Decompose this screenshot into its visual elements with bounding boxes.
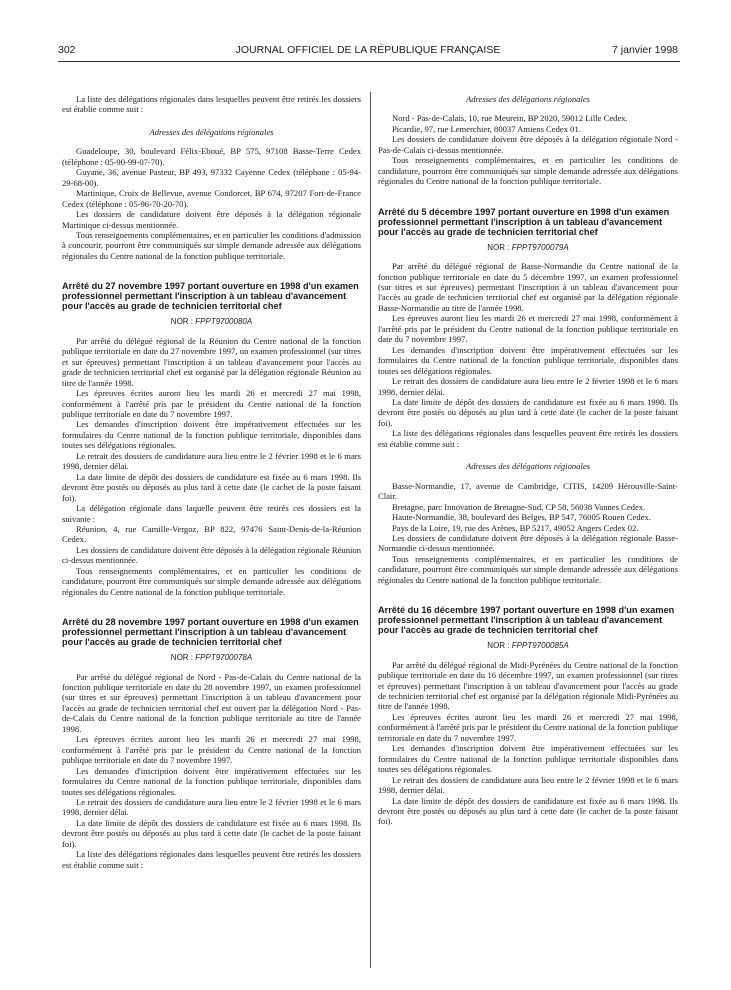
header-rule	[58, 61, 680, 62]
nor-reference	[62, 317, 361, 327]
paragraph: La liste des délégations régionales dans lesquelles peuvent être retirés les dossiers est établie comme suit :	[378, 428, 678, 449]
paragraph: Le retrait des dossiers de candidature aura lieu entre le 2 février 1998 et le 6 mars 1998, dernier délai.	[62, 797, 361, 818]
nor-reference	[378, 641, 678, 651]
paragraph: Par arrêté du délégué régional de Midi-Pyrénées du Centre national de la fonction publique territoriale en date du 16 décembre 1997, un examen professionnel (sur titres et épreuves) permettant l'inscription à un tableau d'avancement pour l'accès au grade de technicien territorial chef est organisé par la délégation régionale Midi-Pyrénées au titre de l'année 1998.	[378, 659, 678, 712]
address-item: Guadeloupe, 30, boulevard Félix-Eboué, BP 575, 97108 Basse-Terre Cedex (téléphone : 05-90-99-07-70).	[62, 146, 361, 167]
nor-reference	[62, 653, 361, 663]
address-item: Haute-Normandie, 38, boulevard des Belges, BP 547, 76005 Rouen Cedex.	[392, 512, 651, 523]
nor-code: FPPT9700078A	[195, 653, 253, 663]
paragraph: Par arrêté du délégué régional de Basse-Normandie du Centre national de la fonction publique territoriale en date du 5 décembre 1997, un examen professionnel (sur titres et sur épreuves) permettant l'inscription à un tableau d'avancement pour l'accès au grade de technicien territorial chef est organisé par la délégation régionale Basse-Normandie au titre de l'année 1998.	[378, 261, 678, 313]
paragraph: Les épreuves écrites auront lieu les mardi 26 et mercredi 27 mai 1998, conformément à l'arrêté pris par le président du Centre national de la fonction publique territoriale en date du 7 novembre 1997.	[62, 734, 361, 766]
paragraph: La délégation régionale dans laquelle peuvent être retirés ces dossiers est la suivante :	[62, 503, 361, 524]
paragraph: Les demandes d'inscription doivent être impérativement effectuées sur les formulaires du Centre national de la fonction publique territoriale, disponibles dans toutes ses délégations régionales.	[378, 344, 678, 376]
column-divider	[370, 92, 371, 968]
nor-code: FPPT9700085A	[511, 641, 569, 651]
address-item: Nord - Pas-de-Calais, 10, rue Meurein, BP 2020, 59012 Lille Cedex.	[392, 113, 628, 124]
page-number: 302	[58, 44, 76, 56]
paragraph: La date limite de dépôt des dossiers de candidature est fixée au 6 mars 1998. Ils devront être postés ou déposés au plus tard à cette date (le cachet de la poste faisant foi).	[62, 817, 361, 849]
paragraph: Les demandes d'inscription doivent être impérativement effectuées sur les formulaires du Centre national de la fonction publique territoriale disponibles dans toutes ses délégations régionales.	[378, 743, 678, 775]
article-title: Arrêté du 5 décembre 1997 portant ouverture en 1998 d'un examen professionnel permettant l'inscription à un tableau d'avancement pour l'accès au grade de technicien territorial chef	[378, 206, 670, 237]
paragraph: Les dossiers de candidature doivent être déposés à la délégation régionale Réunion ci-dessus mentionnée.	[62, 544, 361, 566]
paragraph: Le retrait des dossiers de candidature aura lieu entre le 2 février 1998 et le 6 mars 1998, dernier délai.	[378, 774, 678, 796]
paragraph: Les épreuves écrites auront lieu les mardi 26 et mercredi 27 mai 1998, conformément à l'arrêté pris par le président du Centre national de la fonction publique territoriale en date du 7 novembre 1997.	[378, 711, 678, 743]
left-column	[62, 94, 361, 870]
nor-code: FPPT9700079A	[511, 242, 569, 252]
intro-paragraph: La liste des délégations régionales dans lesquelles peuvent être retirés les dossiers est établie comme suit :	[62, 94, 361, 115]
nor-label: NOR :	[487, 641, 510, 651]
paragraph: Les épreuves écrites auront lieu les mardi 26 et mercredi 27 mai 1998, conformément à l'arrêté pris par le président du Centre national de la fonction publique territoriale en date du 7 novembre 1997.	[62, 388, 361, 419]
paragraph: Le retrait des dossiers de candidature aura lieu entre le 2 février 1998 et le 6 mars 1998, dernier délai.	[378, 376, 678, 397]
paragraph: Le retrait des dossiers de candidature aura lieu entre le 2 février 1998 et le 6 mars 1998, dernier délai.	[62, 450, 361, 472]
section-subhead: Adresses des délégations régionales	[149, 126, 274, 137]
address-item: Réunion, 4, rue Camille-Vergoz, BP 822, 97476 Saint-Denis-de-la-Réunion Cedex.	[62, 523, 361, 545]
article-block	[378, 605, 678, 827]
nor-label: NOR :	[487, 242, 510, 252]
address-item: Bretagne, parc Innovation de Bretagne-Sud, CP 58, 56038 Vannes Cedex.	[392, 501, 646, 512]
nor-label: NOR :	[170, 317, 194, 327]
paragraph: Tous renseignements complémentaires, et en particulier les conditions de candidature, pourront être communiqués sur simple demande adressée aux délégations régionales du Centre national de la fonction publique territoriale.	[378, 155, 678, 187]
page-header	[58, 44, 678, 60]
article-block	[62, 281, 361, 597]
paragraph: La liste des délégations régionales dans lesquelles peuvent être retirés les dossiers est établie comme suit :	[62, 849, 361, 870]
paragraph: Les dossiers de candidature doivent être déposés à la délégation régionale Nord - Pas-de-Calais ci-dessus mentionnée.	[378, 134, 678, 155]
article-title: Arrêté du 27 novembre 1997 portant ouverture en 1998 d'un examen professionnel permettant l'inscription à un tableau d'avancement pour l'accès au grade de technicien territorial chef	[62, 281, 359, 312]
paragraph: La date limite de dépôt des dossiers de candidature est fixée au 6 mars 1998. Ils devront être postés ou déposés au plus tard à cette date (le cachet de la poste faisant foi).	[62, 471, 361, 503]
address-item: Martinique, Croix de Bellevue, avenue Condorcet, BP 674, 97207 Fort-de-France Cedex (téléphone : 05-96-70-20-70).	[62, 188, 361, 209]
address-item: Guyane, 36, avenue Pasteur, BP 493, 97332 Cayenne Cedex (téléphone : 05-94-29-68-00).	[62, 167, 361, 188]
paragraph: Par arrêté du délégué régional de la Réunion du Centre national de la fonction publique territoriale en date du 27 novembre 1997, un examen professionnel (sur titres et sur épreuves) permettant l'inscription à un tableau d'avancement pour l'accès au grade de technicien territorial chef est organisé par la délégation régionale Réunion au titre de l'année 1998.	[62, 335, 361, 388]
nor-label: NOR :	[170, 653, 194, 663]
paragraph: Par arrêté du délégué régional de Nord - Pas-de-Calais du Centre national de la fonction publique territoriale en date du 28 novembre 1997, un examen professionnel (sur titres et sur épreuves) permettant l'inscription à un tableau d'avancement pour l'accès au grade de technicien territorial chef est ouvert par la délégation Nord - Pas-de-Calais du Centre national de la fonction publique territoriale au titre de l'année 1998.	[62, 671, 361, 734]
journal-title: JOURNAL OFFICIEL DE LA RÉPUBLIQUE FRANÇAISE	[235, 44, 501, 56]
nor-reference	[378, 243, 678, 253]
address-item: Pays de la Loire, 19, rue des Arènes, BP 5217, 49052 Angers Cedex 02.	[392, 522, 639, 533]
article-title: Arrêté du 16 décembre 1997 portant ouverture en 1998 d'un examen professionnel permettant l'inscription à un tableau d'avancement pour l'accès au grade de technicien territorial chef	[378, 605, 675, 636]
article-title: Arrêté du 28 novembre 1997 portant ouverture en 1998 d'un examen professionnel permettant l'inscription à un tableau d'avancement pour l'accès au grade de technicien territorial chef	[62, 617, 359, 648]
paragraph: Les demandes d'inscription doivent être impérativement effectuées sur les formulaires du Centre national de la fonction publique territoriale, disponibles dans toutes ses délégations régionales.	[62, 765, 361, 797]
address-item: Picardie, 97, rue Lemerchier, 80037 Amiens Cedex 01.	[392, 123, 581, 134]
article-block	[378, 207, 678, 586]
paragraph: Les demandes d'inscription doivent être impérativement effectuées sur les formulaires du Centre national de la fonction publique territoriale, disponibles dans toutes ses délégations régionales.	[62, 419, 361, 451]
section-subhead: Adresses des délégations régionales	[465, 94, 591, 104]
paragraph: La date limite de dépôt des dossiers de candidature est fixée au 6 mars 1998. Ils devront être postés ou déposés au plus tard à cette date (le cachet de la poste faisant foi).	[378, 795, 678, 827]
paragraph: Tous renseignements complémentaires, et en particulier les conditions de candidature, pourront être communiqués sur simple demande adressée aux délégations régionales du Centre national de la fonction publique territoriale.	[378, 553, 678, 585]
paragraph: Tous renseignements complémentaires, et en particulier les conditions de candidature, pourront être communiqués sur simple demande adressée aux délégations régionales du Centre national de la fonction publique territoriale.	[62, 565, 361, 597]
address-item: Basse-Normandie, 17, avenue de Cambridge, CITIS, 14209 Hérouville-Saint-Clair.	[378, 480, 678, 502]
article-block	[62, 617, 361, 870]
paragraph: Les épreuves auront lieu les mardi 26 et mercredi 27 mai 1998, conformément à l'arrêté pris par le président du Centre national de la fonction publique territoriale en date du 7 novembre 1997.	[378, 313, 678, 345]
paragraph: La date limite de dépôt des dossiers de candidature est fixée au 6 mars 1998. Ils devront être postés ou déposés au plus tard à cette date (le cachet de la poste faisant foi).	[378, 396, 678, 428]
paragraph: Les dossiers de candidature doivent être déposés à la délégation régionale Martinique ci-dessus mentionnée.	[62, 209, 361, 230]
paragraph: Tous renseignements complémentaires, et en particulier les conditions d'admission à concourir, pourront être communiqués sur simple demande adressée aux délégations régionales du Centre national de la fonction publique territoriale.	[62, 229, 361, 261]
issue-date: 7 janvier 1998	[612, 44, 678, 56]
nor-code: FPPT9700080A	[195, 317, 253, 327]
paragraph: Les dossiers de candidature doivent être déposés à la délégation régionale Basse-Normandie ci-dessus mentionnée.	[378, 532, 678, 554]
section-subhead: Adresses des délégations régionales	[465, 461, 591, 472]
right-column	[378, 94, 678, 827]
